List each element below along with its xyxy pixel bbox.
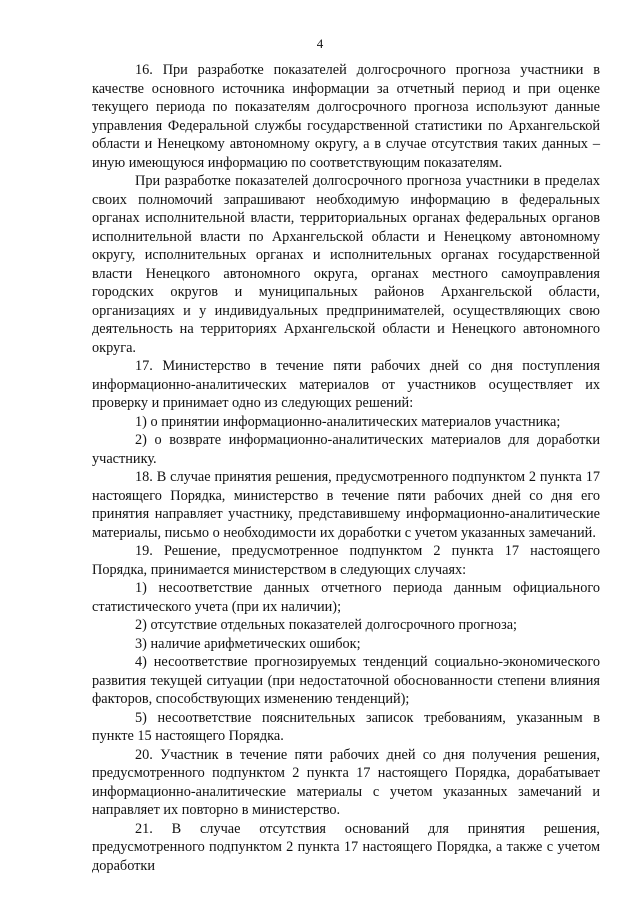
paragraph-19-item-1: 1) несоответствие данных отчетного периода данным официального статистического учета (при их наличии); xyxy=(92,580,600,615)
document-body xyxy=(92,61,600,875)
paragraph-16-continued: При разработке показателей долгосрочного прогноза участники в пределах своих полномочий запрашивают необходимую информацию в федеральных органах исполнительной власти, территориальных органах федеральных органов исполнительной власти по Архангельской области и Ненецкому автономному округу, исполнительных органах и исполнительных органах государственной власти Ненецкого автономного округа, органах местного самоуправления городских округов и муниципальных районов Архангельской области, организациях и у индивидуальных предпринимателей, осуществляющих свою деятельность на территориях Архангельской области и Ненецкого автономного округа. xyxy=(92,173,600,356)
paragraph-20: 20. Участник в течение пяти рабочих дней со дня получения решения, предусмотренного подпунктом 2 пункта 17 настоящего Порядка, дорабатывает информационно-аналитические материалы с учетом указанных замечаний и направляет их повторно в министерство. xyxy=(92,746,600,818)
paragraph-17-item-2: 2) о возврате информационно-аналитических материалов для доработки участнику. xyxy=(92,432,600,467)
paragraph-19: 19. Решение, предусмотренное подпунктом 2 пункта 17 настоящего Порядка, принимается министерством в следующих случаях: xyxy=(92,543,600,578)
paragraph-18: 18. В случае принятия решения, предусмотренного подпунктом 2 пункта 17 настоящего Порядка, министерство в течение пяти рабочих дней со дня его принятия направляет участнику, представившему информационно-аналитические материалы, письмо о необходимости их доработки с учетом указанных замечаний. xyxy=(92,469,600,541)
page-number: 4 xyxy=(316,36,324,51)
paragraph-19-item-5: 5) несоответствие пояснительных записок требованиям, указанным в пункте 15 настоящего Порядка. xyxy=(92,709,600,744)
paragraph-19-item-4: 4) несоответствие прогнозируемых тенденций социально-экономического развития текущей ситуации (при недостаточной обоснованности степени влияния факторов, способствующих изменению тенденций); xyxy=(92,654,600,707)
paragraph-17: 17. Министерство в течение пяти рабочих дней со дня поступления информационно-аналитических материалов от участников осуществляет их проверку и принимает одно из следующих решений: xyxy=(92,358,600,411)
paragraph-16: 16. При разработке показателей долгосрочного прогноза участники в качестве основного источника информации за отчетный период и при оценке текущего периода по показателям долгосрочного прогноза используют данные управления Федеральной службы государственной статистики по Архангельской области и Ненецкому автономному округу, а в случае отсутствия таких данных – иную имеющуюся информацию по соответствующим показателям. xyxy=(92,62,600,171)
paragraph-17-item-1: 1) о принятии информационно-аналитических материалов участника; xyxy=(135,413,561,430)
paragraph-19-item-3: 3) наличие арифметических ошибок; xyxy=(135,635,361,652)
paragraph-19-item-2: 2) отсутствие отдельных показателей долгосрочного прогноза; xyxy=(135,617,518,633)
paragraph-21: 21. В случае отсутствия оснований для принятия решения, предусмотренного подпунктом 2 пункта 17 настоящего Порядка, а также с учетом доработки xyxy=(92,820,600,874)
